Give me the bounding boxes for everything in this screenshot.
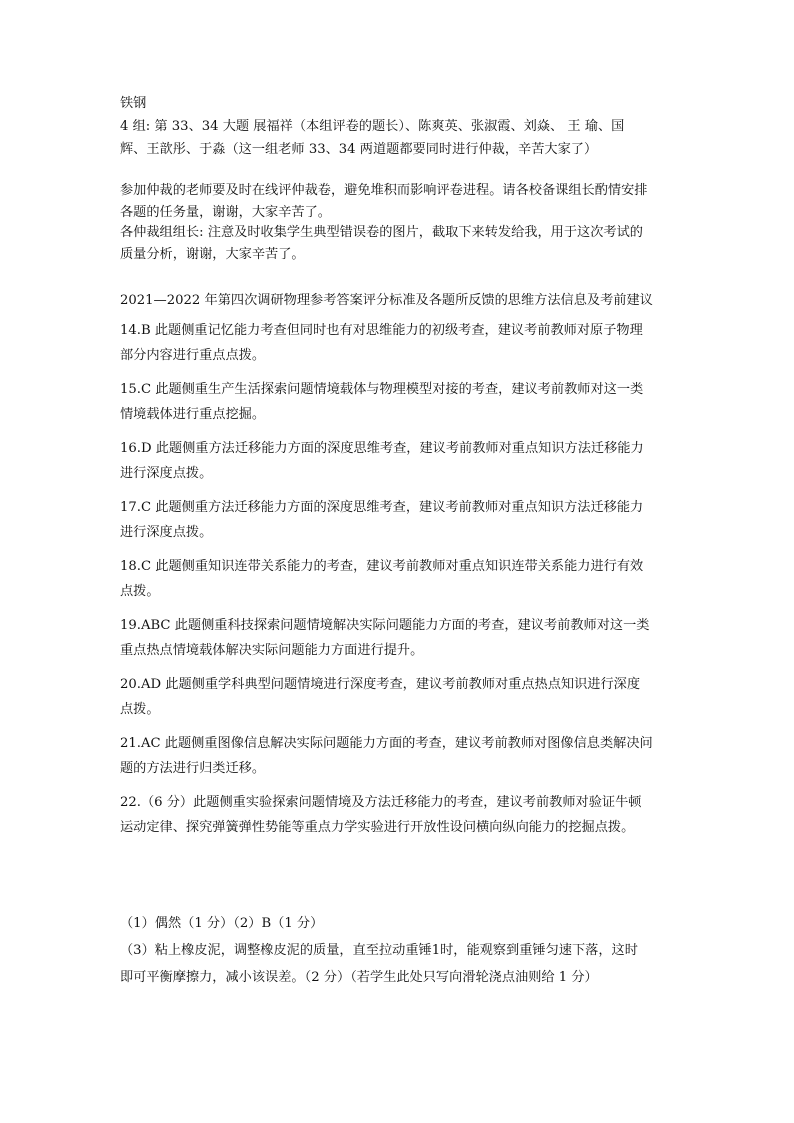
answer-line: （1）偶然（1 分）（2）B（1 分） [120, 916, 324, 931]
intro-line: 铁钢 [120, 96, 147, 111]
item-line: 20.AD 此题侧重学科典型问题情境进行深度考查，建议考前教师对重点热点知识进行深度 [120, 677, 641, 692]
item-line: 部分内容进行重点点拨。 [120, 348, 266, 363]
answer-analysis-list [120, 318, 676, 849]
question-item [120, 672, 676, 722]
item-line: 重点热点情境载体解决实际问题能力方面进行提升。 [120, 643, 424, 658]
note-line: 各题的任务量，谢谢，大家辛苦了。 [120, 205, 331, 220]
item-line: 18.C 此题侧重知识连带关系能力的考查，建议考前教师对重点知识连带关系能力进行有效 [120, 559, 644, 574]
question-item [120, 436, 676, 486]
item-line: 15.C 此题侧重生产生活探索问题情境载体与物理模型对接的考查，建议考前教师对这一类 [120, 382, 644, 397]
item-line: 16.D 此题侧重方法迁移能力方面的深度思维考查，建议考前教师对重点知识方法迁移能力 [120, 441, 644, 456]
answer-line: （3）粘上橡皮泥，调整橡皮泥的质量，直至拉动重锤1时，能观察到重锤匀速下落，这时 [120, 943, 638, 958]
arbitration-leader-note [120, 222, 676, 266]
question-item [120, 318, 676, 368]
item-line: 点拨。 [120, 584, 160, 599]
question-item [120, 731, 676, 781]
answer-22-details [120, 910, 676, 991]
item-line: 运动定律、探究弹簧弹性势能等重点力学实验进行开放性设问横向纵向能力的挖掘点拨。 [120, 820, 635, 835]
section-title: 2021—2022 年第四次调研物理参考答案评分标准及各题所反馈的思维方法信息及考前建议 [120, 293, 653, 308]
item-line: 题的方法进行归类迁移。 [120, 761, 266, 776]
group4-line: 4 组: 第 33、34 大题 展福祥（本组评卷的题长）、陈爽英、张淑霞、刘焱、 王 瑜、国 [120, 119, 625, 134]
item-line: 14.B 此题侧重记忆能力考查但同时也有对思维能力的初级考查，建议考前教师对原子物理 [120, 323, 643, 338]
item-line: 进行深度点拨。 [120, 466, 213, 481]
item-line: 进行深度点拨。 [120, 525, 213, 540]
question-item [120, 613, 676, 663]
item-line: 21.AC 此题侧重图像信息解决实际问题能力方面的考查，建议考前教师对图像信息类解决问 [120, 736, 653, 751]
answer-line: 即可平衡摩擦力，减小该误差。（2 分）（若学生此处只写向滑轮浇点油则给 1 分） [120, 970, 598, 985]
grading-assignment-block [120, 92, 676, 161]
item-line: 17.C 此题侧重方法迁移能力方面的深度思维考查，建议考前教师对重点知识方法迁移能力 [120, 500, 644, 515]
note-line: 质量分析，谢谢，大家辛苦了。 [120, 247, 305, 262]
question-item [120, 790, 676, 840]
note-line: 各仲裁组组长: 注意及时收集学生典型错误卷的图片，截取下来转发给我，用于这次考试的 [120, 225, 643, 240]
question-item [120, 554, 676, 604]
arbitration-note [120, 180, 676, 224]
item-line: 点拨。 [120, 702, 160, 717]
question-item [120, 377, 676, 427]
item-line: 22.（6 分）此题侧重实验探索问题情境及方法迁移能力的考查，建议考前教师对验证牛顿 [120, 795, 642, 810]
item-line: 19.ABC 此题侧重科技探索问题情境解决实际问题能力方面的考查，建议考前教师对这一类 [120, 618, 650, 633]
note-line: 参加仲裁的老师要及时在线评仲裁卷，避免堆积而影响评卷进程。请各校备课组长酌情安排 [120, 183, 648, 198]
question-item [120, 495, 676, 545]
group4-line: 辉、王歆彤、于淼（这一组老师 33、34 两道题都要同时进行仲裁，辛苦大家了） [120, 142, 598, 157]
item-line: 情境载体进行重点挖掘。 [120, 407, 266, 422]
